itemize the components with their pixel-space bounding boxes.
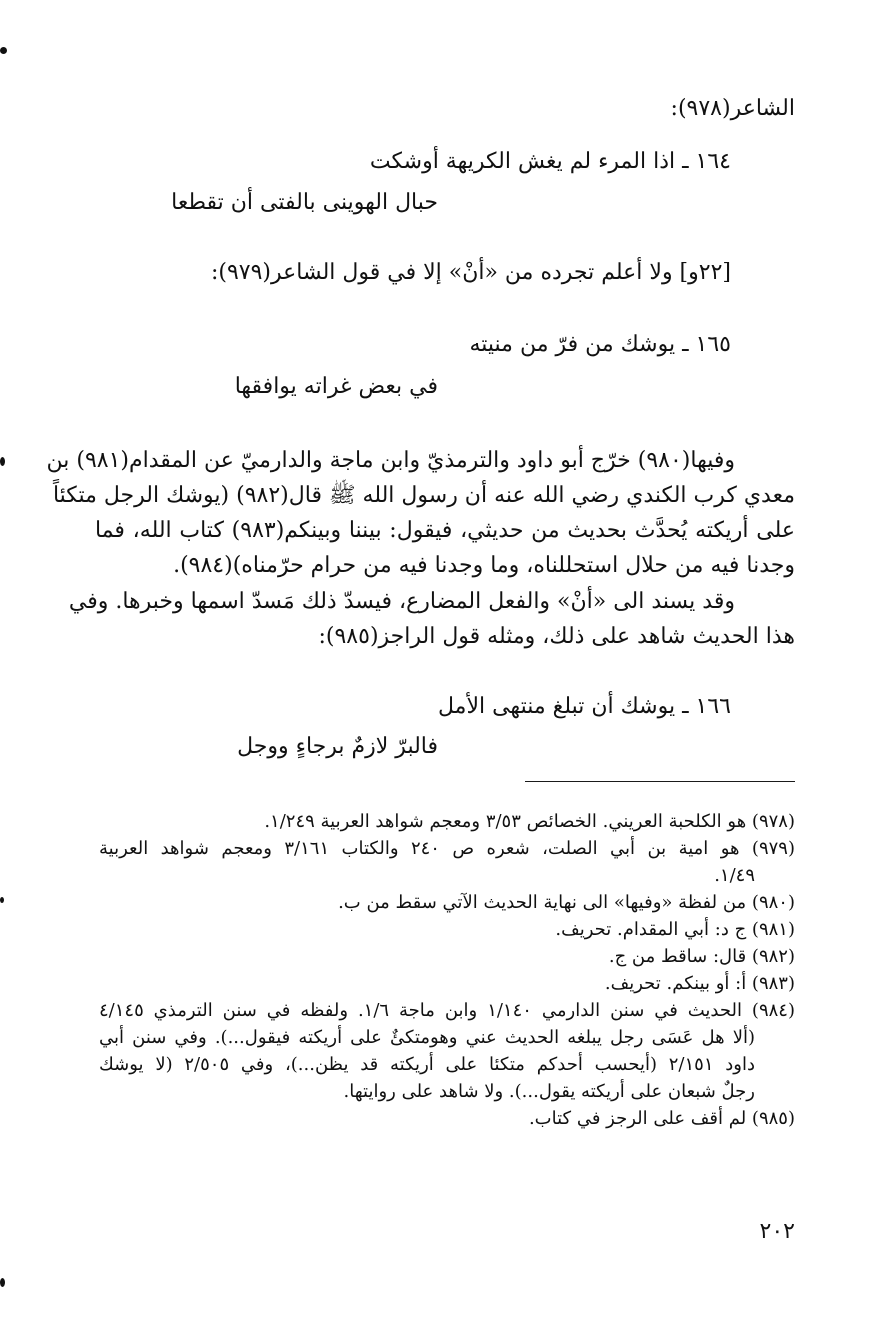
scan-mark-lower xyxy=(0,897,4,903)
verse-166-second-hemistich: فالبرّ لازمٌ برجاءٍ ووجل xyxy=(237,734,438,759)
footnote-982: (٩٨٢) قال: ساقط من ج. xyxy=(608,946,795,967)
paragraph-line: وقد يسند الى «أنْ» والفعل المضارع، فيسدّ ذلك مَسدّ اسمها وخبرها. وفي xyxy=(68,589,735,614)
scan-mark-top xyxy=(0,47,7,54)
scan-mark-bottom xyxy=(0,1278,5,1287)
verse-165-second-hemistich: في بعض غراته يوافقها xyxy=(234,374,438,399)
page-number: ٢٠٢ xyxy=(759,1219,795,1244)
poet-heading: الشاعر(٩٧٨): xyxy=(670,96,795,121)
intro-line: [٢٢و] ولا أعلم تجرده من «أنْ» إلا في قول الشاعر(٩٧٩): xyxy=(210,260,731,285)
verse-166-first-hemistich: ١٦٦ ـ يوشك أن تبلغ منتهى الأمل xyxy=(438,694,731,719)
paragraph-hadith xyxy=(46,443,795,583)
footnote-978: (٩٧٨) هو الكلحبة العريني. الخصائص ٣/٥٣ ومعجم شواهد العربية ١/٢٤٩. xyxy=(264,811,795,832)
footnote-983: (٩٨٣) أ: أو بينكم. تحريف. xyxy=(604,973,795,994)
paragraph-line: هذا الحديث شاهد على ذلك، ومثله قول الراجز(٩٨٥): xyxy=(318,624,795,649)
verse-164-second-hemistich: حبال الهوينى بالفتى أن تقطعا xyxy=(171,190,438,215)
paragraph-line: وفيها(٩٨٠) خرّج أبو داود والترمذيّ وابن ماجة والدارميّ عن المقدام(٩٨١) بن xyxy=(46,448,735,473)
paragraph-grammar xyxy=(68,584,795,654)
verse-165-first-hemistich: ١٦٥ ـ يوشك من فرّ من منيته xyxy=(469,332,731,357)
footnote-separator xyxy=(525,781,795,782)
footnote-984-line-2: (ألا هل عَسَى رجل يبلغه الحديث عني وهومتكئٌ على أريكته فيقول...). وفي سنن أبي xyxy=(99,1027,755,1048)
verse-164-first-hemistich: ١٦٤ ـ اذا المرء لم يغش الكريهة أوشكت xyxy=(369,149,731,174)
footnote-981: (٩٨١) ج د: أبي المقدام. تحريف. xyxy=(555,919,795,940)
paragraph-line: معدي كرب الكندي رضي الله عنه أن رسول الله ﷺ قال(٩٨٢) (يوشك الرجل متكئاً xyxy=(52,483,795,508)
footnote-979: (٩٧٩) هو امية بن أبي الصلت، شعره ص ٢٤٠ والكتاب ٣/١٦١ ومعجم شواهد العربية xyxy=(99,838,795,859)
footnote-984: (٩٨٤) الحديث في سنن الدارمي ١/١٤٠ وابن ماجة ١/٦. ولفظه في سنن الترمذي ٤/١٤٥ xyxy=(99,1000,795,1021)
footnote-979-continuation: ١/٤٩. xyxy=(714,865,755,886)
footnote-980: (٩٨٠) من لفظة «وفيها» الى نهاية الحديث الآتي سقط من ب. xyxy=(338,892,795,913)
footnote-985: (٩٨٥) لم أقف على الرجز في كتاب. xyxy=(528,1108,795,1129)
footnote-984-line-4: رجلٌ شبعان على أريكته يقول...). ولا شاهد على روايتها. xyxy=(343,1081,755,1102)
scan-mark-middle xyxy=(0,457,5,466)
footnotes xyxy=(99,808,795,1132)
paragraph-line: وجدنا فيه من حلال استحللناه، وما وجدنا فيه من حرام حرّمناه)(٩٨٤). xyxy=(173,553,795,578)
paragraph-line: على أريكته يُحدَّث بحديث من حديثي، فيقول: بيننا وبينكم(٩٨٣) كتاب الله، فما xyxy=(95,518,795,543)
footnote-984-line-3: داود ٢/١٥١ (أيحسب أحدكم متكئا على أريكته قد يظن...)، وفي ٢/٥٠٥ (لا يوشك xyxy=(99,1054,755,1075)
